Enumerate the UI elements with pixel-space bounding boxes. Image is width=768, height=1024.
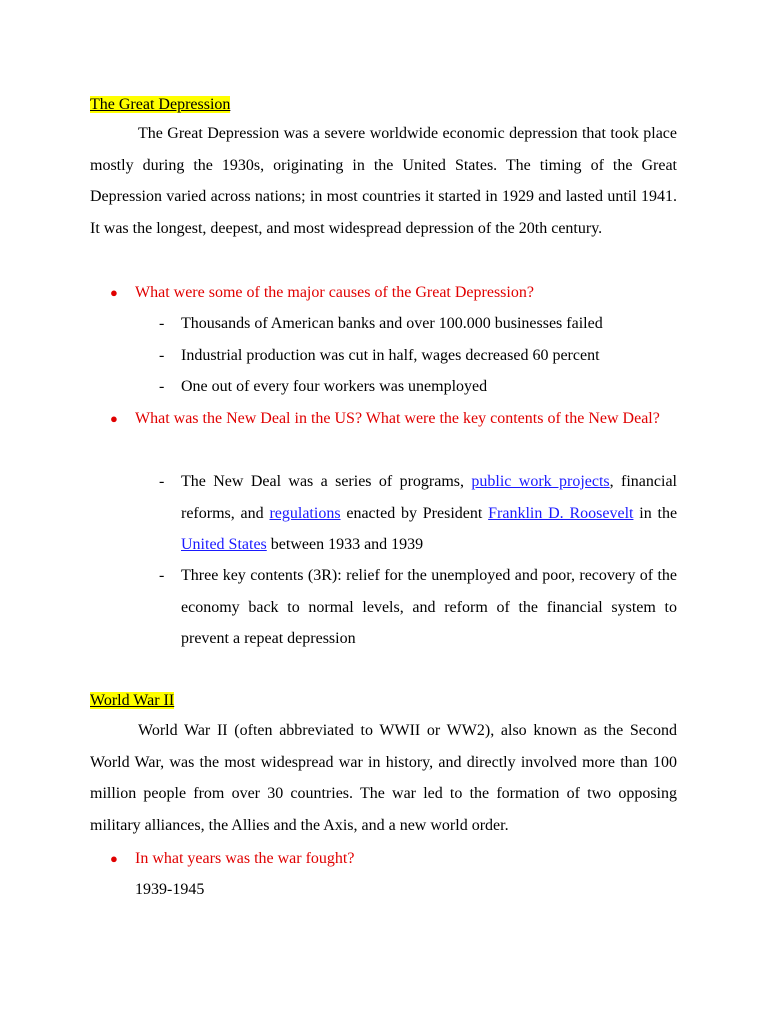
- question-text: In what years was the war fought?: [135, 850, 355, 867]
- section-heading-great-depression: [90, 94, 230, 116]
- section-heading-world-war-ii: [90, 690, 174, 712]
- link-franklin-d-roosevelt[interactable]: Franklin D. Roosevelt: [488, 504, 634, 522]
- list-item-text: Three key contents (3R): relief for the unemployed and poor, recovery of the economy back to normal levels, and reform of the financial system to prevent a repeat depression: [181, 567, 677, 647]
- dash-icon: -: [159, 567, 165, 584]
- question-text: What was the New Deal in the US? What were the key contents of the New Deal?: [135, 410, 660, 427]
- heading-text: World War II: [90, 692, 175, 709]
- question-war-years: [90, 843, 677, 875]
- dash-icon: -: [159, 378, 165, 395]
- list-item-cause: [90, 340, 677, 372]
- bullet-dot-icon: ●: [110, 851, 118, 866]
- bullet-dot-icon: ●: [110, 411, 118, 426]
- text-segment: enacted by President: [346, 504, 483, 522]
- list-item-cause: [90, 371, 677, 403]
- great-depression-intro-paragraph: The Great Depression was a severe worldwide economic depression that took place mostly during the 1930s, originating in the United States. The timing of the Great Depression varied across nations; in most countries it started in 1929 and lasted until 1941. It was the longest, deepest, and most widespread depression of the 20th century.: [90, 125, 677, 237]
- text-segment: The New Deal was a series of programs,: [181, 473, 465, 490]
- text-segment: in the: [639, 504, 678, 522]
- list-item-key-contents: [90, 560, 677, 655]
- list-item-text: Thousands of American banks and over 100.000 businesses failed: [181, 315, 603, 332]
- question-new-deal: [90, 403, 677, 435]
- heading-text: The Great Depression: [90, 96, 231, 113]
- world-war-ii-intro-paragraph: World War II (often abbreviated to WWII or WW2), also known as the Second World War, was the most widespread war in history, and directly involved more than 100 million people from over 30 countries. The war led to the formation of two opposing military alliances, the Allies and the Axis, and a new world order.: [90, 722, 677, 834]
- link-regulations[interactable]: regulations: [269, 504, 341, 522]
- text-segment: between 1933 and 1939: [270, 536, 424, 553]
- link-public-work-projects[interactable]: public work projects: [471, 473, 610, 490]
- dash-icon: -: [159, 473, 165, 490]
- list-item-text: [181, 466, 677, 561]
- list-item-cause: [90, 308, 677, 340]
- question-text: What were some of the major causes of the Great Depression?: [135, 284, 534, 301]
- list-item-new-deal: [90, 466, 677, 561]
- link-united-states[interactable]: United States: [181, 536, 267, 553]
- answer-war-years: 1939-1945: [135, 881, 205, 898]
- dash-icon: -: [159, 315, 165, 332]
- list-item-text: Industrial production was cut in half, wages decreased 60 percent: [181, 347, 600, 364]
- list-item-text: One out of every four workers was unemployed: [181, 378, 488, 395]
- text-segment: , financial reforms, and: [181, 473, 678, 522]
- dash-icon: -: [159, 347, 165, 364]
- question-causes: [90, 277, 677, 309]
- bullet-dot-icon: ●: [110, 285, 118, 300]
